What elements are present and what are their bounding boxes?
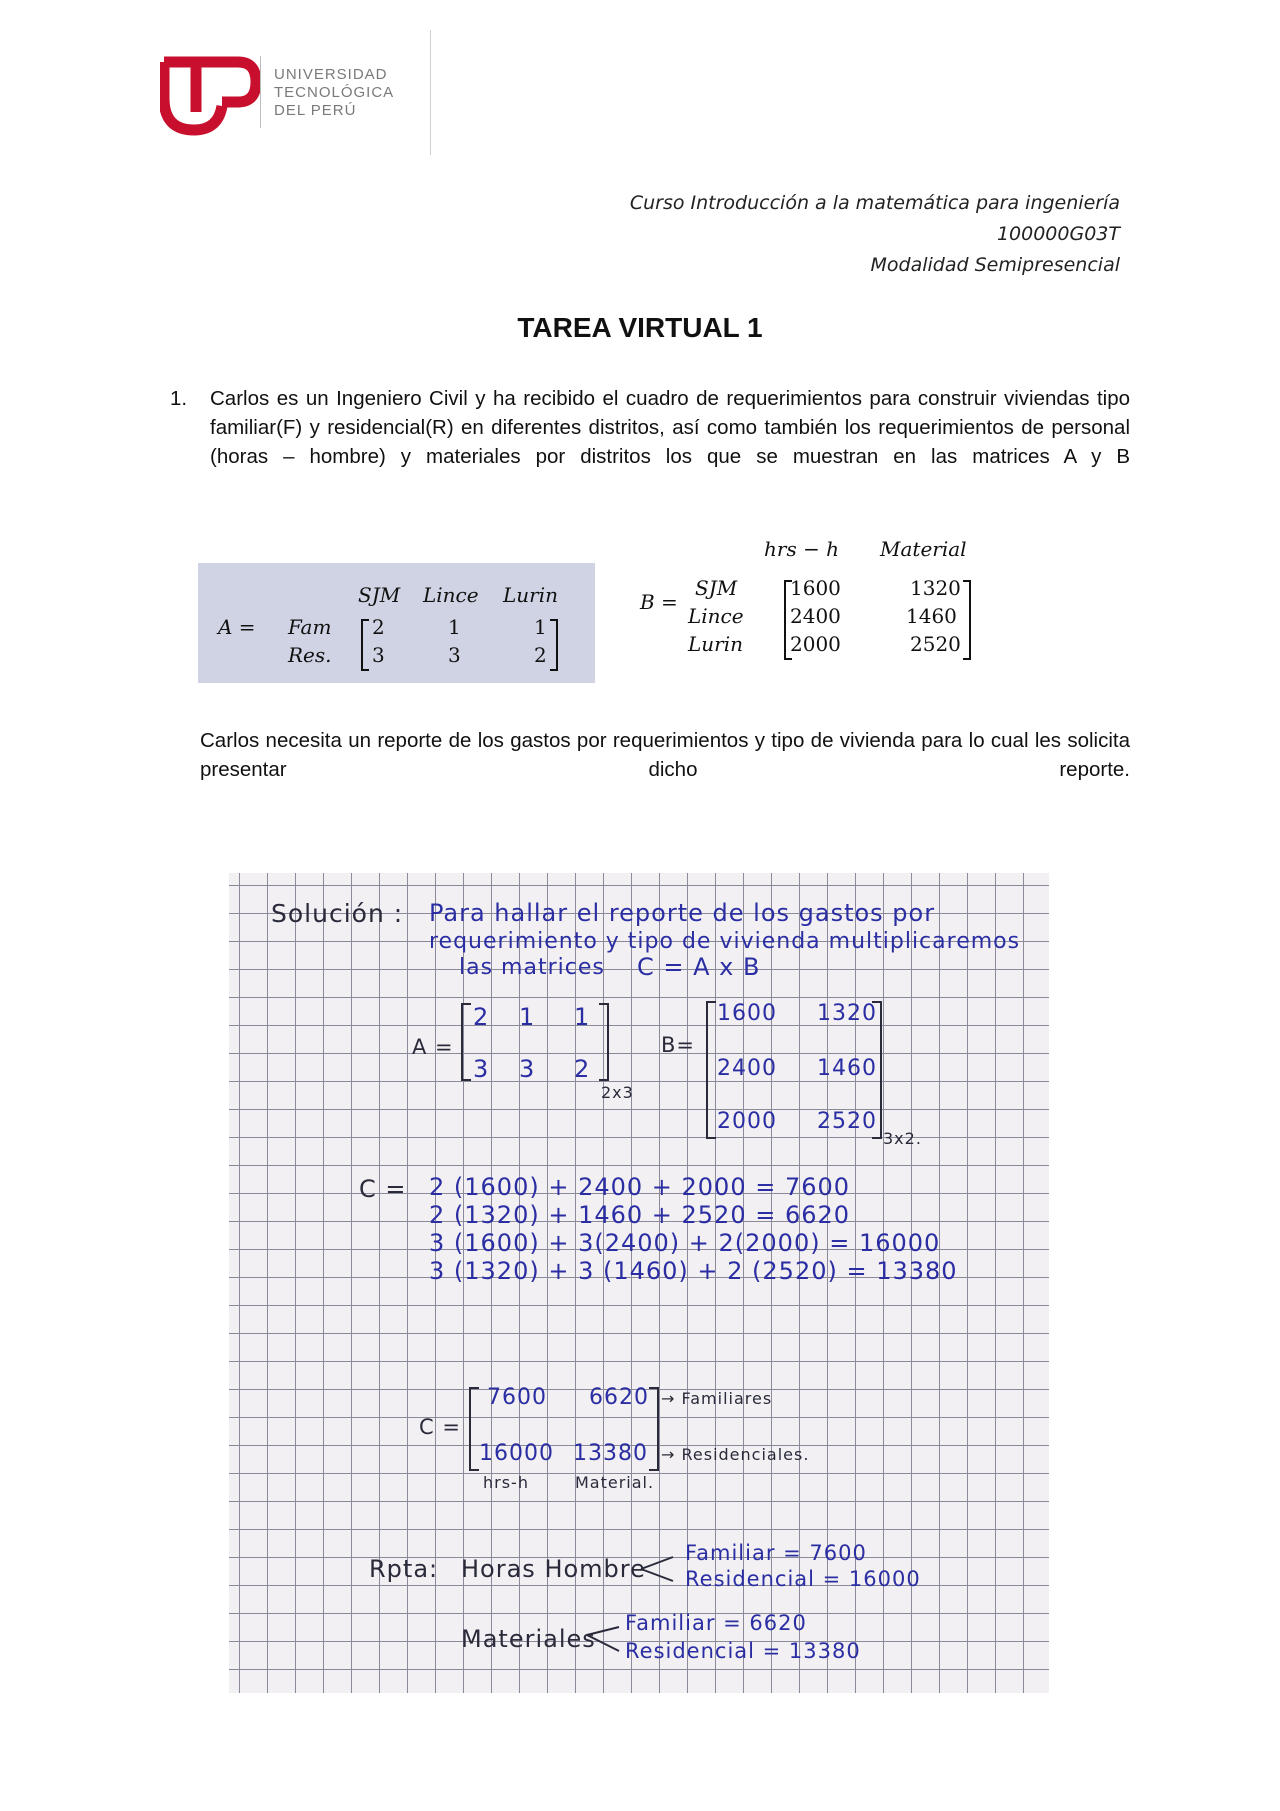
hw-matrix-a-cell: 2 [473,1003,490,1031]
request-paragraph [200,726,1130,813]
university-logo [160,52,440,162]
answer-horas-label: Horas Hombre [461,1555,646,1583]
hw-matrix-b-cell: 2400 [717,1056,777,1081]
hw-matrix-b-cell: 1320 [817,1001,877,1026]
calc-line: 3 (1600) + 3(2400) + 2(2000) = 16000 [429,1229,941,1257]
answer-materiales-residencial: Residencial = 13380 [625,1639,861,1663]
answer-label: Rpta: [369,1555,439,1583]
problem-statement [170,384,1130,500]
matrix-a-cell: 2 [534,643,547,667]
hw-matrix-a-cell: 3 [473,1055,490,1083]
hw-matrix-a-cell: 1 [574,1003,591,1031]
calc-line: 2 (1600) + 2400 + 2000 = 7600 [429,1173,851,1201]
matrix-a-left-bracket [361,619,369,671]
hw-matrix-c-cell: 6620 [589,1385,649,1410]
matrix-b-cell: 1320 [910,576,961,600]
answer-horas-arrow-icon [639,1549,679,1589]
matrix-b-row-lurin: Lurin [688,632,743,656]
answer-materiales-label: Materiales [461,1625,596,1653]
matrix-b-cell: 2000 [790,632,841,656]
answer-materiales-arrow-icon [585,1619,625,1659]
hw-c2-label: C = [419,1415,461,1439]
handwritten-solution-photo [229,873,1049,1693]
matrix-b-cell: 2520 [910,632,961,656]
course-info [500,188,1120,281]
solution-intro-line-1: Para hallar el reporte de los gastos por [429,899,936,927]
hw-matrix-a-left-bracket [461,1003,471,1081]
university-name [274,66,394,120]
university-name-line-1: UNIVERSIDAD [274,66,388,83]
hw-matrix-a-right-bracket [599,1003,609,1081]
header-divider [430,30,431,155]
matrix-b-cell: 2400 [790,604,841,628]
matrix-a [198,563,595,683]
matrix-a-col-sjm: SJM [358,583,401,607]
matrix-a-cell: 3 [448,643,461,667]
calc-line: 3 (1320) + 3 (1460) + 2 (2520) = 13380 [429,1257,958,1285]
matrix-a-cell: 1 [448,615,461,639]
hw-matrix-a-cell: 3 [519,1055,536,1083]
hw-matrix-c-cell: 7600 [487,1385,547,1410]
hw-matrix-b-dimension: 3x2. [883,1129,922,1148]
answer-materiales-familiar: Familiar = 6620 [625,1611,807,1635]
hw-matrix-c-cell: 16000 [479,1441,554,1466]
hw-matrix-b-label: B= [661,1033,696,1057]
hw-matrix-b-cell: 2520 [817,1109,877,1134]
hw-matrix-b-cell: 1600 [717,1001,777,1026]
hw-matrix-c-cell: 13380 [573,1441,648,1466]
hw-matrix-a-cell: 2 [574,1055,591,1083]
matrix-a-label: A = [218,615,256,639]
hw-matrix-c-left-bracket [469,1387,479,1471]
matrix-a-col-lince: Lince [423,583,479,607]
hw-matrix-c-col-label: Material. [575,1473,655,1492]
matrix-a-row-fam: Fam [288,615,332,639]
matrix-b-col-material: Material [880,537,967,561]
matrix-b [630,530,1000,670]
matrix-a-cell: 3 [372,643,385,667]
course-modality: Modalidad Semipresencial [870,254,1120,276]
matrix-b-col-hrs: hrs − h [764,537,840,561]
hw-matrix-a-label: A = [412,1035,454,1059]
matrix-a-row-res: Res. [288,643,332,667]
answer-horas-residencial: Residencial = 16000 [685,1567,921,1591]
request-text: Carlos necesita un reporte de los gastos por requerimientos y tipo de vivienda para lo cual les solicita presentar dicho reporte. [200,729,1130,781]
page-title: TAREA VIRTUAL 1 [517,312,763,343]
matrix-b-row-sjm: SJM [695,576,738,600]
matrix-b-row-lince: Lince [688,604,744,628]
hw-matrix-b-left-bracket [706,1001,716,1139]
hw-matrix-c-row-label: → Residenciales. [661,1445,810,1464]
course-code: 100000G03T [996,223,1120,245]
matrix-a-cell: 1 [534,615,547,639]
university-name-line-2: TECNOLÓGICA [274,84,395,101]
matrix-a-cell: 2 [372,615,385,639]
matrix-b-cell: 1600 [790,576,841,600]
hw-matrix-a-dimension: 2x3 [601,1083,634,1102]
calc-line: 2 (1320) + 1460 + 2520 = 6620 [429,1201,851,1229]
utp-logo-icon [160,56,260,136]
matrix-b-right-bracket [963,580,971,660]
problem-text: Carlos es un Ingeniero Civil y ha recibido el cuadro de requerimientos para construir viviendas tipo familiar(F) y residencial(R) en diferentes distritos, así como también los requerimientos de personal (horas – hombre) y materiales por distritos los que se muestran en las matrices A y B [210,387,1130,468]
matrix-a-right-bracket [550,619,558,671]
university-name-line-3: DEL PERÚ [274,102,357,119]
hw-matrix-c-row-label: → Familiares [661,1389,773,1408]
hw-matrix-b-cell: 1460 [817,1056,877,1081]
hw-matrix-b-cell: 2000 [717,1109,777,1134]
hw-matrix-c-right-bracket [649,1387,659,1471]
hw-matrix-c-col-label: hrs-h [483,1473,529,1492]
matrix-a-col-lurin: Lurin [503,583,558,607]
solution-formula: C = A x B [637,953,761,981]
solution-intro-line-2: requerimiento y tipo de vivienda multiplicaremos [429,929,1021,954]
solution-heading: Solución : [271,899,404,928]
course-name: Curso Introducción a la matemática para ingeniería [629,192,1120,214]
problem-number: 1. [170,387,188,410]
hw-matrix-a-cell: 1 [519,1003,536,1031]
hw-c-label: C = [359,1175,407,1203]
solution-intro-line-3: las matrices [459,955,605,980]
answer-horas-familiar: Familiar = 7600 [685,1541,867,1565]
matrix-b-label: B = [640,590,678,614]
matrix-b-cell: 1460 [906,604,957,628]
